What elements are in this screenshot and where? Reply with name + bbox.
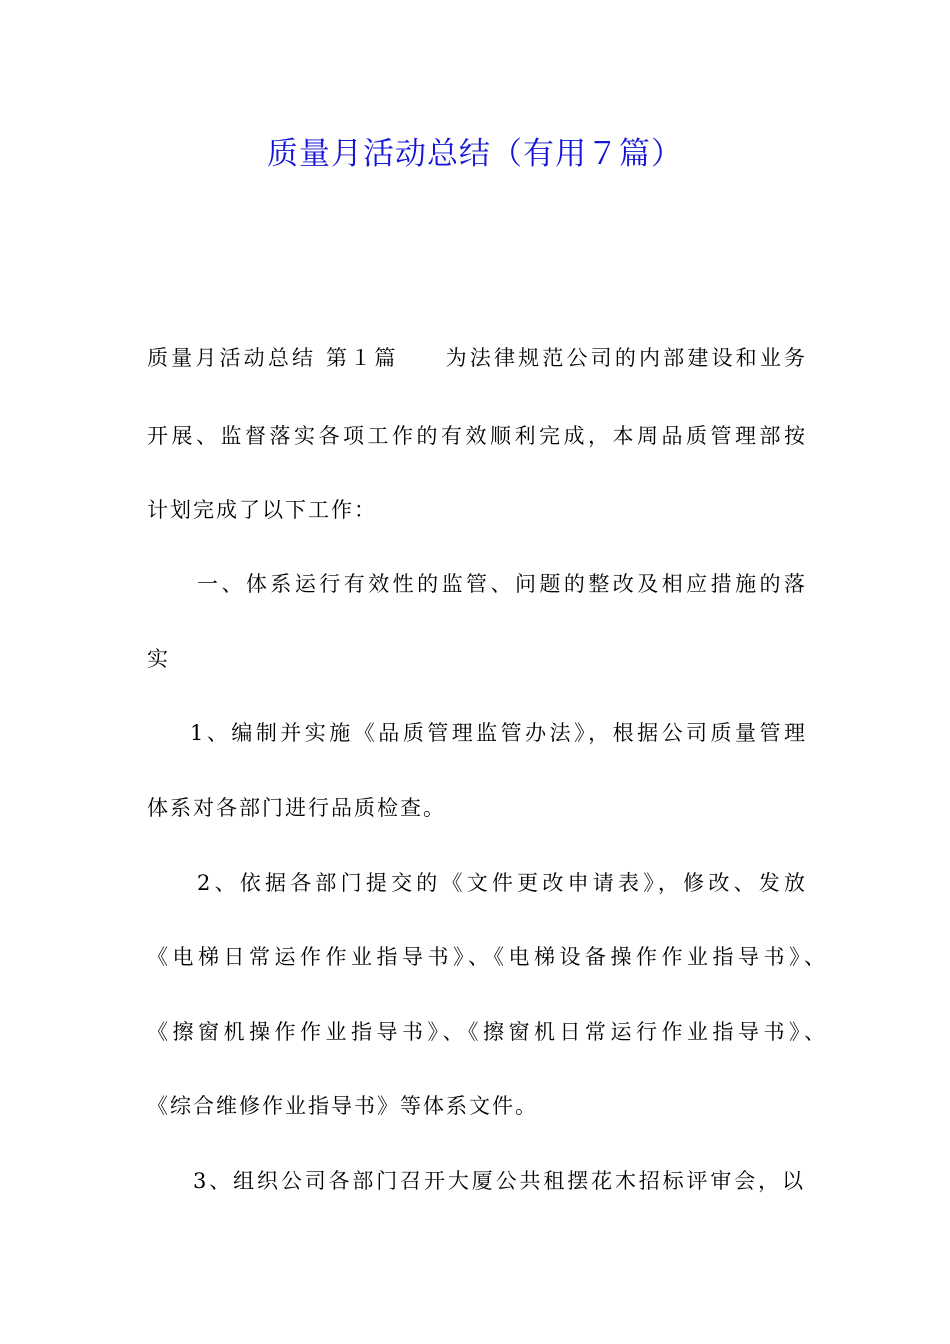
list-item-line: 《电梯日常运作作业指导书》、《电梯设备操作作业指导书》、 (147, 945, 827, 969)
list-item-line: 《擦窗机操作作业指导书》、《擦窗机日常运行作业指导书》、 (147, 1020, 827, 1044)
list-item-line: 2、依据各部门提交的《文件更改申请表》，修改、发放 (197, 871, 807, 895)
paragraph-line: 开展、监督落实各项工作的有效顺利完成，本周品质管理部按 (147, 424, 807, 448)
paragraph-line: 计划完成了以下工作： (147, 498, 377, 522)
paragraph-text: 为法律规范公司的内部建设和业务 (444, 346, 807, 370)
document-title: 质量月活动总结（有用７篇） (267, 136, 683, 172)
list-item-line: 体系对各部门进行品质检查。 (147, 796, 446, 820)
list-item-line: 1、编制并实施《品质管理监管办法》，根据公司质量管理 (190, 721, 807, 745)
section-heading-line: 实 (147, 647, 170, 671)
list-item-line: 3、组织公司各部门召开大厦公共租摆花木招标评审会，以 (193, 1169, 805, 1193)
section-heading-label: 质量月活动总结 第１篇 (147, 346, 399, 370)
paragraph-line (147, 343, 807, 373)
list-item-line: 《综合维修作业指导书》等体系文件。 (147, 1094, 538, 1118)
section-heading-line: 一、体系运行有效性的监管、问题的整改及相应措施的落 (197, 572, 807, 596)
